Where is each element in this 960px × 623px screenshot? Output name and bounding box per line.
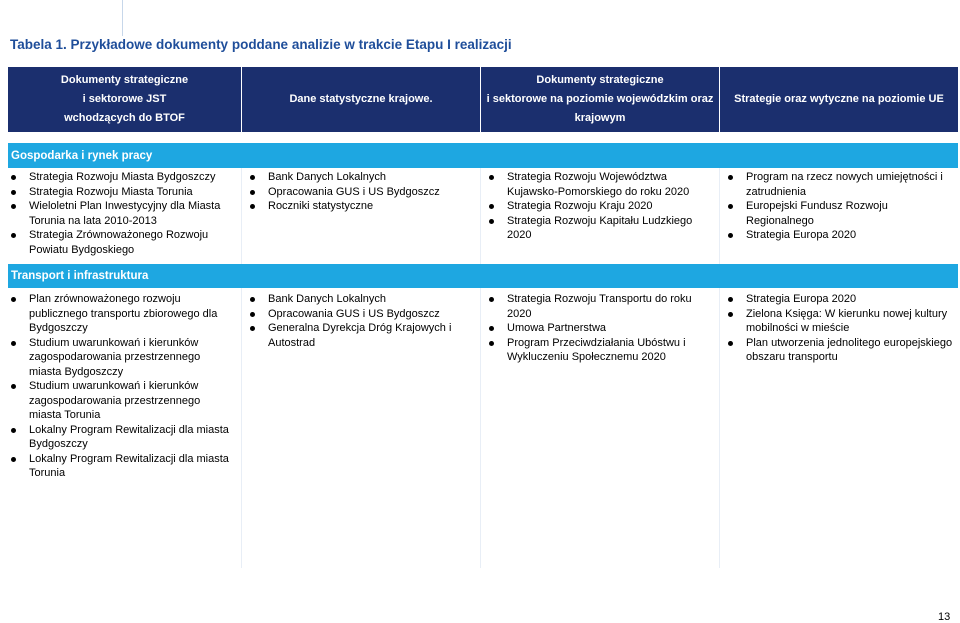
page-number: 13 (938, 611, 951, 623)
list-item: Bank Danych Lokalnych (248, 292, 463, 307)
section-transport-col-statistics (248, 292, 463, 350)
header-text: krajowym (574, 112, 626, 124)
list-item: Strategia Rozwoju Kraju 2020 (487, 199, 707, 214)
header-text: i sektorowe JST (82, 93, 167, 105)
list-item: Lokalny Program Rewitalizacji dla miasta Bydgoszczy (9, 423, 234, 452)
list-item: Studium uwarunkowań i kierunków zagospodarowania przestrzennego miasta Bydgoszczy (9, 336, 234, 380)
grid-line (719, 168, 720, 264)
section-transport-col-eu (726, 292, 954, 365)
list-item: Strategia Rozwoju Transportu do roku 2020 (487, 292, 699, 321)
header-cell-statistics (242, 67, 480, 132)
list-item: Roczniki statystyczne (248, 199, 473, 214)
list-item: Umowa Partnerstwa (487, 321, 699, 336)
list-item: Studium uwarunkowań i kierunków zagospodarowania przestrzennego miasta Torunia (9, 379, 234, 423)
list-item: Strategia Rozwoju Miasta Torunia (9, 185, 234, 200)
list-item: Zielona Księga: W kierunku nowej kultury mobilności w mieście (726, 307, 954, 336)
grid-line (241, 288, 242, 568)
header-cell-jst (8, 67, 241, 132)
section-economy-col-jst (9, 170, 234, 257)
list-item: Strategia Rozwoju Województwa Kujawsko-Pomorskiego do roku 2020 (487, 170, 707, 199)
section-transport-col-regional (487, 292, 699, 365)
header-cell-eu (720, 67, 958, 132)
list-item: Opracowania GUS i US Bydgoszcz (248, 185, 473, 200)
table-header (8, 67, 958, 132)
list-item: Strategia Europa 2020 (726, 292, 954, 307)
list-item: Generalna Dyrekcja Dróg Krajowych i Autostrad (248, 321, 463, 350)
decorative-line (122, 0, 123, 36)
header-text: i sektorowe na poziomie wojewódzkim oraz (486, 93, 714, 105)
list-item: Europejski Fundusz Rozwoju Regionalnego (726, 199, 954, 228)
grid-line (241, 168, 242, 264)
section-economy-col-regional (487, 170, 707, 243)
list-item: Plan zrównoważonego rozwoju publicznego transportu zbiorowego dla Bydgoszczy (9, 292, 234, 336)
section-band-transport: Transport i infrastruktura (8, 264, 958, 288)
list-item: Strategia Europa 2020 (726, 228, 954, 243)
section-economy-col-eu (726, 170, 954, 243)
list-item: Wieloletni Plan Inwestycyjny dla Miasta Torunia na lata 2010-2013 (9, 199, 234, 228)
header-cell-regional (481, 67, 719, 132)
list-item: Lokalny Program Rewitalizacji dla miasta Torunia (9, 452, 234, 481)
header-text: Dane statystyczne krajowe. (289, 93, 433, 105)
list-item: Program Przeciwdziałania Ubóstwu i Wykluczeniu Społecznemu 2020 (487, 336, 699, 365)
list-item: Bank Danych Lokalnych (248, 170, 473, 185)
list-item: Program na rzecz nowych umiejętności i zatrudnienia (726, 170, 954, 199)
header-text: Dokumenty strategiczne (60, 74, 189, 86)
list-item: Plan utworzenia jednolitego europejskiego obszaru transportu (726, 336, 954, 365)
grid-line (719, 288, 720, 568)
list-item: Strategia Zrównoważonego Rozwoju Powiatu Bydgoskiego (9, 228, 234, 257)
header-text: Dokumenty strategiczne (536, 74, 664, 86)
section-transport-col-jst (9, 292, 234, 481)
section-band-economy: Gospodarka i rynek pracy (8, 143, 958, 168)
table-caption: Tabela 1. Przykładowe dokumenty poddane analizie w trakcie Etapu I realizacji (10, 37, 512, 52)
header-text: wchodzących do BTOF (64, 112, 185, 124)
section-economy-col-statistics (248, 170, 473, 214)
grid-line (480, 168, 481, 264)
list-item: Strategia Rozwoju Miasta Bydgoszczy (9, 170, 234, 185)
list-item: Opracowania GUS i US Bydgoszcz (248, 307, 463, 322)
header-text: Strategie oraz wytyczne na poziomie UE (734, 93, 944, 105)
grid-line (480, 288, 481, 568)
list-item: Strategia Rozwoju Kapitału Ludzkiego 2020 (487, 214, 707, 243)
